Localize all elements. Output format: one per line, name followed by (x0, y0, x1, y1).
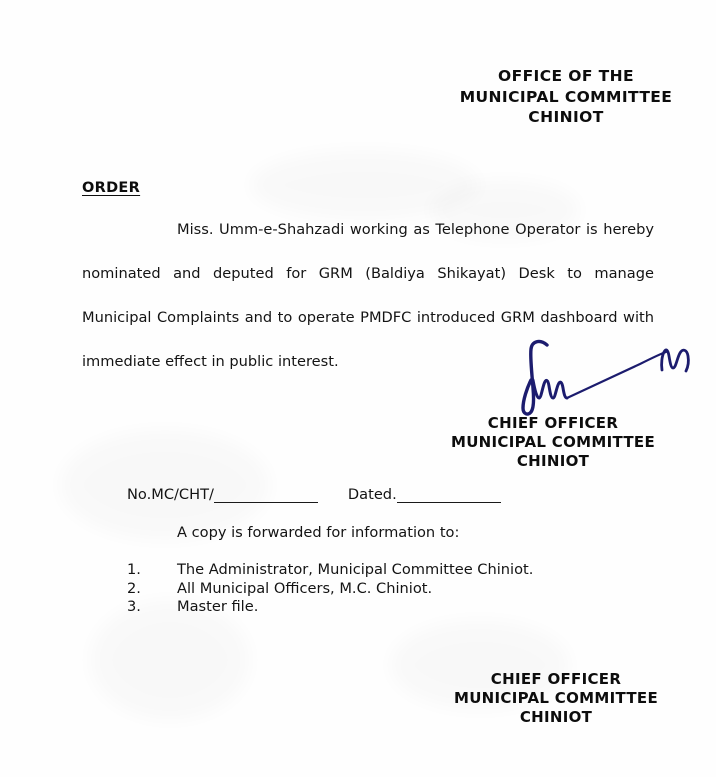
signature-ink (500, 336, 696, 420)
letterhead-line-3: CHINIOT (528, 108, 604, 126)
reference-number-label: No.MC/CHT/ (127, 486, 214, 503)
list-item-number: 3. (127, 598, 141, 616)
list-item (127, 580, 607, 599)
signature-title-line-3: CHINIOT (516, 452, 590, 470)
footer-title-line-1: CHIEF OFFICER (490, 670, 622, 688)
distribution-list (127, 561, 607, 617)
distribution-intro: A copy is forwarded for information to: (177, 524, 460, 541)
list-item-number: 2. (127, 579, 141, 597)
footer-title-line-3: CHINIOT (519, 708, 593, 726)
letterhead (416, 66, 716, 128)
reference-number-blank[interactable] (214, 502, 318, 503)
reference-line (127, 486, 501, 503)
reference-dated-blank[interactable] (397, 502, 501, 503)
signature-title-line-2: MUNICIPAL COMMITTEE (450, 433, 656, 451)
signature-title-line-1: CHIEF OFFICER (487, 414, 619, 432)
list-item-label: The Administrator, Municipal Committee Chiniot. (177, 561, 534, 578)
order-body-text: Miss. Umm-e-Shahzadi working as Telephone Operator is hereby nominated and deputed for GRM (Baldiya Shikayat) Desk to manage Municipal Complaints and to operate PMDFC introduced GRM dashboard with immediate effect in public interest. (82, 221, 654, 370)
signature-title-block (403, 414, 703, 471)
list-item-number: 1. (127, 561, 141, 578)
scan-smudge (90, 600, 250, 720)
order-heading: ORDER (82, 180, 141, 196)
list-item-label: Master file. (177, 598, 259, 616)
list-item (127, 561, 607, 580)
footer-title-line-2: MUNICIPAL COMMITTEE (453, 689, 659, 707)
letterhead-line-2: MUNICIPAL COMMITTEE (459, 87, 673, 106)
reference-dated-label: Dated. (347, 486, 397, 503)
list-item (127, 598, 607, 617)
letterhead-line-1: OFFICE OF THE (498, 67, 634, 85)
footer-title-block (406, 670, 706, 727)
list-item-label: All Municipal Officers, M.C. Chiniot. (177, 579, 433, 597)
